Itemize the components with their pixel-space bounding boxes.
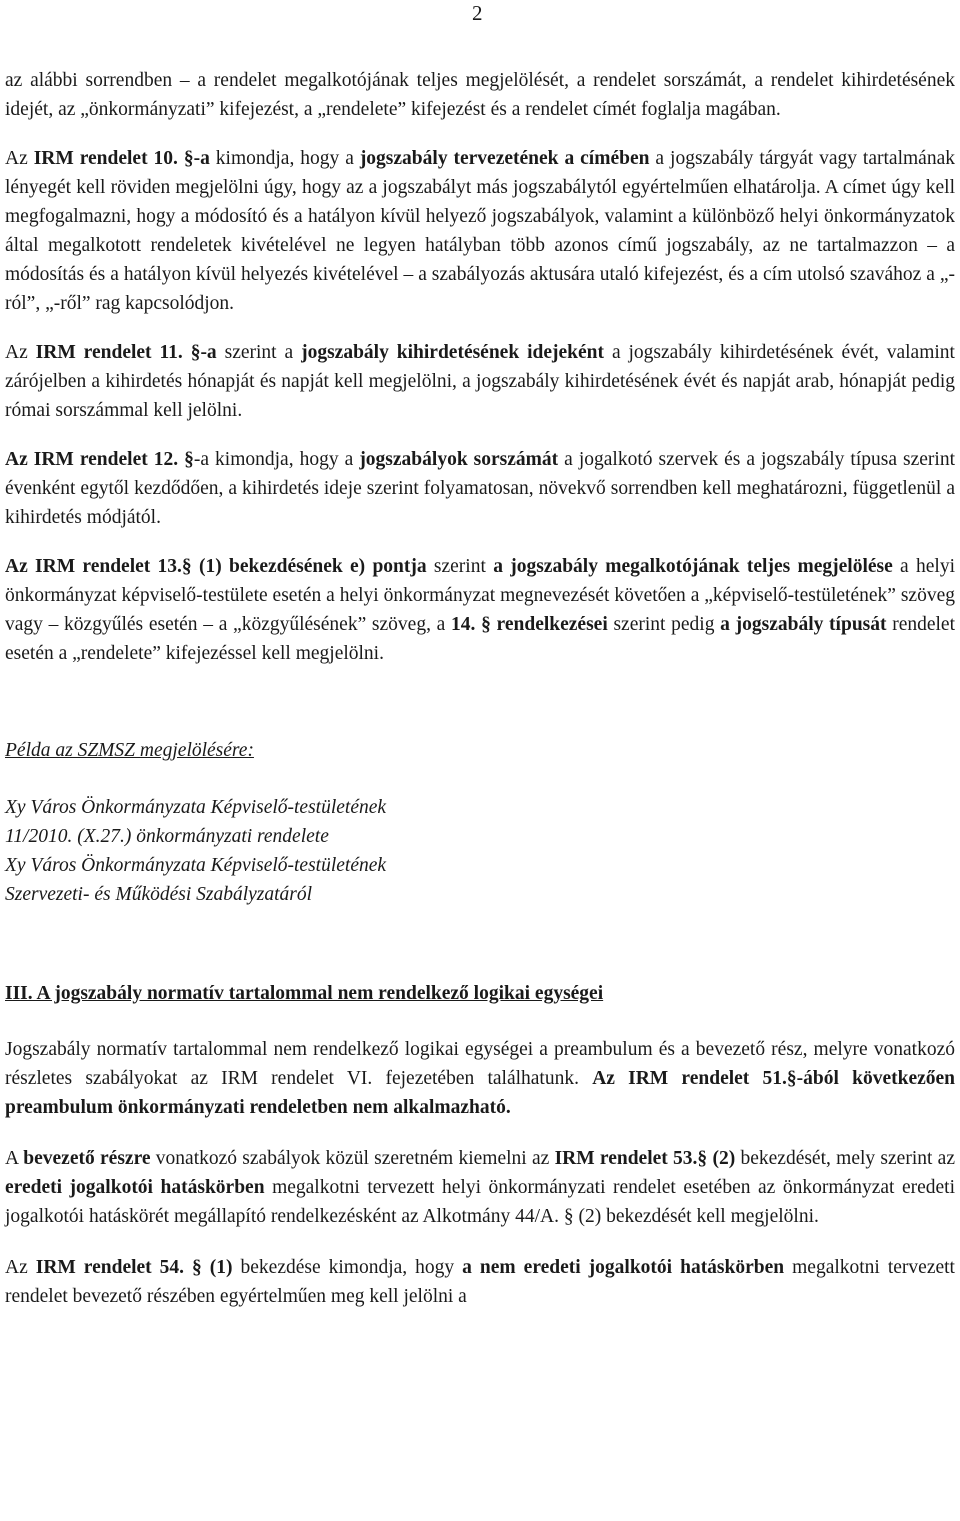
example-line: Szervezeti- és Működési Szabályzatáról bbox=[5, 884, 313, 905]
bold-run: 14. § rendelkezései bbox=[451, 614, 608, 635]
bold-run: a nem eredeti jogalkotói hatáskörben bbox=[462, 1257, 785, 1278]
text-run: kimondja, hogy a bbox=[209, 148, 360, 169]
example-line: 11/2010. (X.27.) önkormányzati rendelete bbox=[5, 826, 329, 847]
paragraph-irm-12 bbox=[5, 445, 955, 532]
bold-run: Az IRM rendelet 13.§ (1) bekezdésének e) pontja bbox=[5, 556, 427, 577]
text-run: Jogszabály normatív tartalommal nem rendelkező logikai egységei a preambulum és a bevezető rész, melyre vonatkozó részletes szabályokat az IRM rendelet VI. fejezetében találhatunk. bbox=[5, 1039, 955, 1089]
bold-run: a jogszabály megalkotójának teljes megjelölése bbox=[493, 556, 893, 577]
text-run: rendelet esetén a „rendelete” kifejezéssel kell megjelölni. bbox=[5, 614, 955, 664]
bold-run: IRM rendelet 11. §-a bbox=[35, 342, 217, 363]
paragraph-intro: az alábbi sorrendben – a rendelet megalkotójának teljes megjelölését, a rendelet sorszámát, a rendelet kihirdetésének idejét, az „önkormányzati” kifejezést, a „rendelete” kifejezést és a rendelet címét foglalja magában. bbox=[5, 70, 955, 120]
text-run: bekezdése kimondja, hogy bbox=[232, 1257, 463, 1278]
text-run: a jogszabály kihirdetésének évét, valamint zárójelben a kihirdetés hónapját és napját kell megjelölni, a jogszabály kihirdetésének évét és napját arab, hónapját pedig római sorszámmal kell jelölni. bbox=[5, 342, 955, 421]
text-run: -a kimondja, hogy a bbox=[193, 449, 360, 470]
bold-run: IRM rendelet 53.§ (2) bbox=[554, 1148, 736, 1169]
example-line: Xy Város Önkormányzata Képviselő-testületének bbox=[5, 855, 387, 876]
paragraph-section3-intro bbox=[5, 1035, 955, 1122]
bold-run: jogszabályok sorszámát bbox=[359, 449, 559, 470]
text-run: a jogalkotó szervek és a jogszabály típusa szerint évenként egytől kezdődően, a kihirdetés ideje szerint folyamatosan, növekvő sorrendben kell meghatározni, függetlenül a kihirdetés módjától. bbox=[5, 449, 956, 528]
text-run: megalkotni tervezett helyi önkormányzati rendelet esetében az önkormányzat eredeti jogalkotói hatáskörét megállapító rendelkezésként az Alkotmány 44/A. § (2) bekezdését kell megjelölni. bbox=[5, 1177, 955, 1227]
text-run: szerint a bbox=[216, 342, 302, 363]
text-run: szerint pedig bbox=[607, 614, 721, 635]
text-run: Az bbox=[5, 342, 36, 363]
text-run: a jogszabály tárgyát vagy tartalmának lényegét kell röviden megjelölni úgy, hogy az a jogszabályt más jogszabálytól egyértelműen elhatárolja. A címet úgy kell megfogalmazni, hogy a módosító és a hatályon kívül helyező jogszabályok, valamint a különböző helyi önkormányzatok által megalkotott rendeletek kivételével ne legyen hatályban több azonos című jogszabály, az ne tartalmazzon – a módosítás és a hatályon kívül helyezés kivételével – a szabályozás aktusára utaló kifejezést, és a cím utolsó szavához a „-ról”, „-ről” rag kapcsolódjon. bbox=[5, 148, 955, 314]
text-run: szerint bbox=[426, 556, 494, 577]
page-number: 2 bbox=[472, 1, 483, 25]
bold-run: jogszabály kihirdetésének idejeként bbox=[301, 342, 605, 363]
paragraph-irm-13 bbox=[5, 552, 955, 668]
example-line: Xy Város Önkormányzata Képviselő-testületének bbox=[5, 797, 387, 818]
bold-run: a jogszabály típusát bbox=[720, 614, 887, 635]
bold-run: IRM rendelet 54. § (1) bbox=[35, 1257, 233, 1278]
paragraph-irm-10 bbox=[5, 144, 955, 318]
paragraph-irm-54 bbox=[5, 1253, 955, 1311]
bold-run: eredeti jogalkotói hatáskörben bbox=[5, 1177, 265, 1198]
bold-run: jogszabály tervezetének a címében bbox=[359, 148, 650, 169]
bold-run: Az IRM rendelet 12. § bbox=[5, 449, 194, 470]
text-run: vonatkozó szabályok közül szeretném kiemelni az bbox=[150, 1148, 555, 1169]
section-heading: III. A jogszabály normatív tartalommal nem rendelkező logikai egységei bbox=[5, 983, 604, 1004]
bold-run: IRM rendelet 10. §-a bbox=[33, 148, 210, 169]
text-run: Az bbox=[5, 148, 34, 169]
text-run: bekezdését, mely szerint az bbox=[735, 1148, 955, 1169]
text-run: A bbox=[5, 1148, 24, 1169]
paragraph-irm-53 bbox=[5, 1144, 955, 1231]
text-run: a helyi önkormányzat képviselő-testülete esetén a helyi önkormányzat megnevezését követően a „képviselő-testületének” szöveg vagy – közgyűlés esetén – a „közgyűlésének” szöveg, a bbox=[5, 556, 955, 635]
text-run: Az bbox=[5, 1257, 36, 1278]
bold-run: Az IRM rendelet 51.§-ából következően preambulum önkormányzati rendeletben nem alkalmazható. bbox=[5, 1068, 955, 1118]
example-block bbox=[5, 736, 955, 909]
example-title: Példa az SZMSZ megjelölésére: bbox=[5, 740, 254, 761]
document-body bbox=[5, 66, 955, 1331]
text-run: megalkotni tervezett rendelet bevezető részében egyértelműen meg kell jelölni a bbox=[5, 1257, 955, 1307]
paragraph-irm-11 bbox=[5, 338, 955, 425]
bold-run: bevezető részre bbox=[23, 1148, 151, 1169]
